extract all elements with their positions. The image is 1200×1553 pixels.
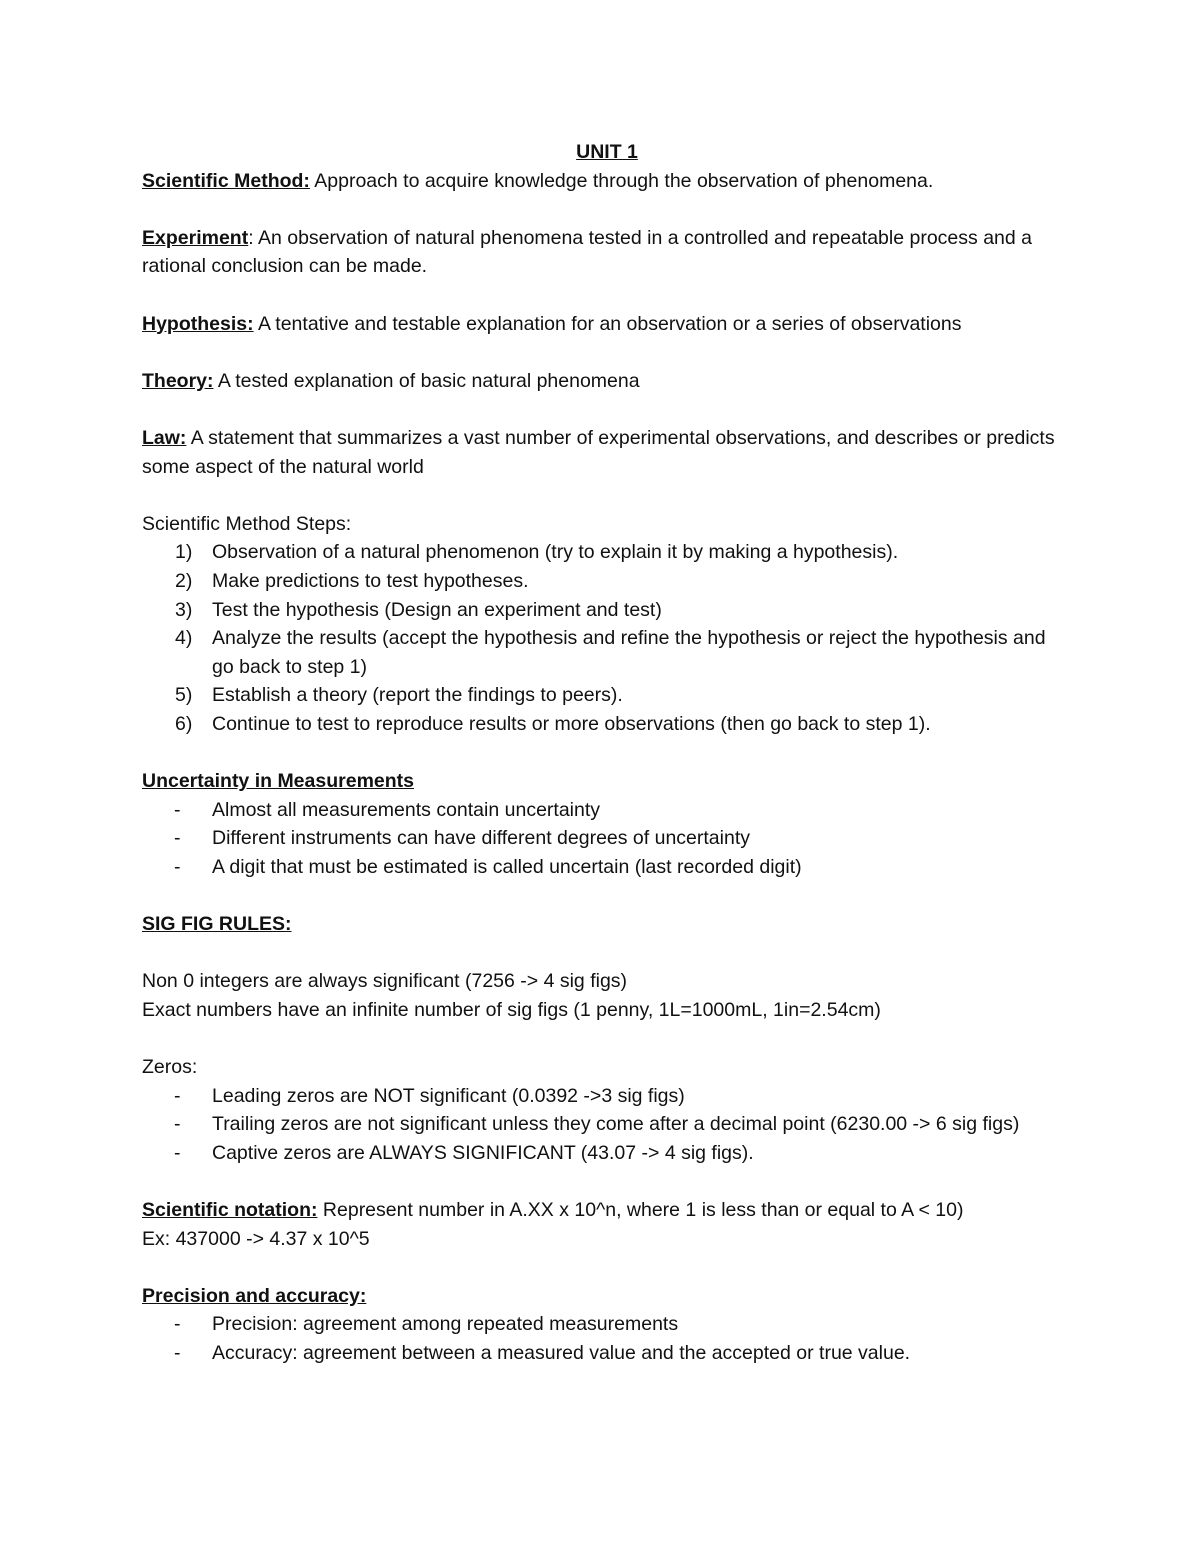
dash-bullet: - [174,798,181,821]
list-item [142,1310,1072,1339]
term-label: Theory: [142,369,214,392]
list-item [142,567,1072,596]
list-item-text: Establish a theory (report the findings to peers). [212,684,623,707]
list-item [142,1339,1072,1368]
list-item [142,824,1072,853]
list-item-text: Accuracy: agreement between a measured value and the accepted or true value. [212,1341,911,1364]
list-item-text: Test the hypothesis (Design an experiment and test) [212,598,662,621]
definition-text: A statement that summarizes a vast number of experimental observations, and describes or predicts some aspect of the natural world [142,426,1055,478]
document-page [142,138,1072,1368]
list-item-text: A digit that must be estimated is called uncertain (last recorded digit) [212,855,802,878]
definition-law [142,424,1072,481]
sigfig-rule: Non 0 integers are always significant (7256 -> 4 sig figs) [142,970,628,993]
list-number: 6) [175,712,193,735]
list-item [142,853,1072,882]
zeros-label: Zeros: [142,1056,198,1078]
dash-bullet: - [174,827,181,850]
list-item [142,681,1072,710]
definition-theory [142,367,1072,396]
sigfig-heading: SIG FIG RULES: [142,913,292,936]
list-item [142,624,1072,681]
term-label: Experiment [142,226,249,249]
notation-example: Ex: 437000 -> 4.37 x 10^5 [142,1227,370,1250]
dash-bullet: - [174,1141,181,1164]
steps-label: Scientific Method Steps: [142,512,352,535]
precision-heading: Precision and accuracy: [142,1284,367,1307]
list-number: 4) [175,627,193,650]
list-item-text: Different instruments can have different degrees of uncertainty [212,827,751,850]
list-number: 5) [175,684,193,707]
list-number: 2) [175,569,193,592]
definition-scientific-notation [142,1196,1072,1225]
dash-bullet: - [174,1313,181,1336]
list-item-text: Captive zeros are ALWAYS SIGNIFICANT (43.07 -> 4 sig figs). [212,1141,754,1164]
list-item-text: Leading zeros are NOT significant (0.0392 ->3 sig figs) [212,1084,685,1107]
precision-list [142,1310,1072,1367]
uncertainty-list [142,796,1072,882]
term-label: Scientific notation: [142,1198,318,1221]
list-item [142,710,1072,739]
list-item [142,1139,1072,1168]
list-item-text: Make predictions to test hypotheses. [212,569,529,592]
definition-text: Approach to acquire knowledge through the observation of phenomena. [309,169,934,192]
page-title: UNIT 1 [576,141,638,163]
list-item [142,1110,1072,1139]
list-item-text: Observation of a natural phenomenon (try to explain it by making a hypothesis). [212,541,899,564]
dash-bullet: - [174,1084,181,1107]
term-label: Law: [142,426,187,449]
list-item-text: Precision: agreement among repeated measurements [212,1313,679,1336]
uncertainty-heading: Uncertainty in Measurements [142,770,415,793]
steps-list [142,538,1072,738]
definition-text: A tested explanation of basic natural phenomena [213,369,640,392]
dash-bullet: - [174,855,181,878]
dash-bullet: - [174,1113,181,1136]
definition-text: Represent number in A.XX x 10^n, where 1 is less than or equal to A < 10) [317,1198,964,1221]
list-number: 1) [175,541,193,564]
sigfig-rule: Exact numbers have an infinite number of sig figs (1 penny, 1L=1000mL, 1in=2.54cm) [142,998,881,1021]
term-label: Scientific Method: [142,169,310,192]
definition-scientific-method [142,167,1072,196]
list-item [142,596,1072,625]
definition-experiment [142,224,1072,281]
term-label: Hypothesis: [142,312,254,335]
list-item [142,1082,1072,1111]
list-item [142,538,1072,567]
list-item [142,796,1072,825]
list-item-text: Analyze the results (accept the hypothesis and refine the hypothesis or reject the hypothesis and go back to step 1) [212,627,1046,678]
list-item-text: Trailing zeros are not significant unless they come after a decimal point (6230.00 -> 6 sig figs) [212,1113,1020,1136]
definition-text: A tentative and testable explanation for an observation or a series of observations [253,312,962,335]
list-item-text: Almost all measurements contain uncertainty [212,798,601,821]
definition-hypothesis [142,310,1072,339]
definition-text: : An observation of natural phenomena tested in a controlled and repeatable process and a rational conclusion can be made. [142,226,1032,278]
list-number: 3) [175,598,193,621]
zeros-list [142,1082,1072,1168]
list-item-text: Continue to test to reproduce results or more observations (then go back to step 1). [212,712,931,735]
dash-bullet: - [174,1341,181,1364]
